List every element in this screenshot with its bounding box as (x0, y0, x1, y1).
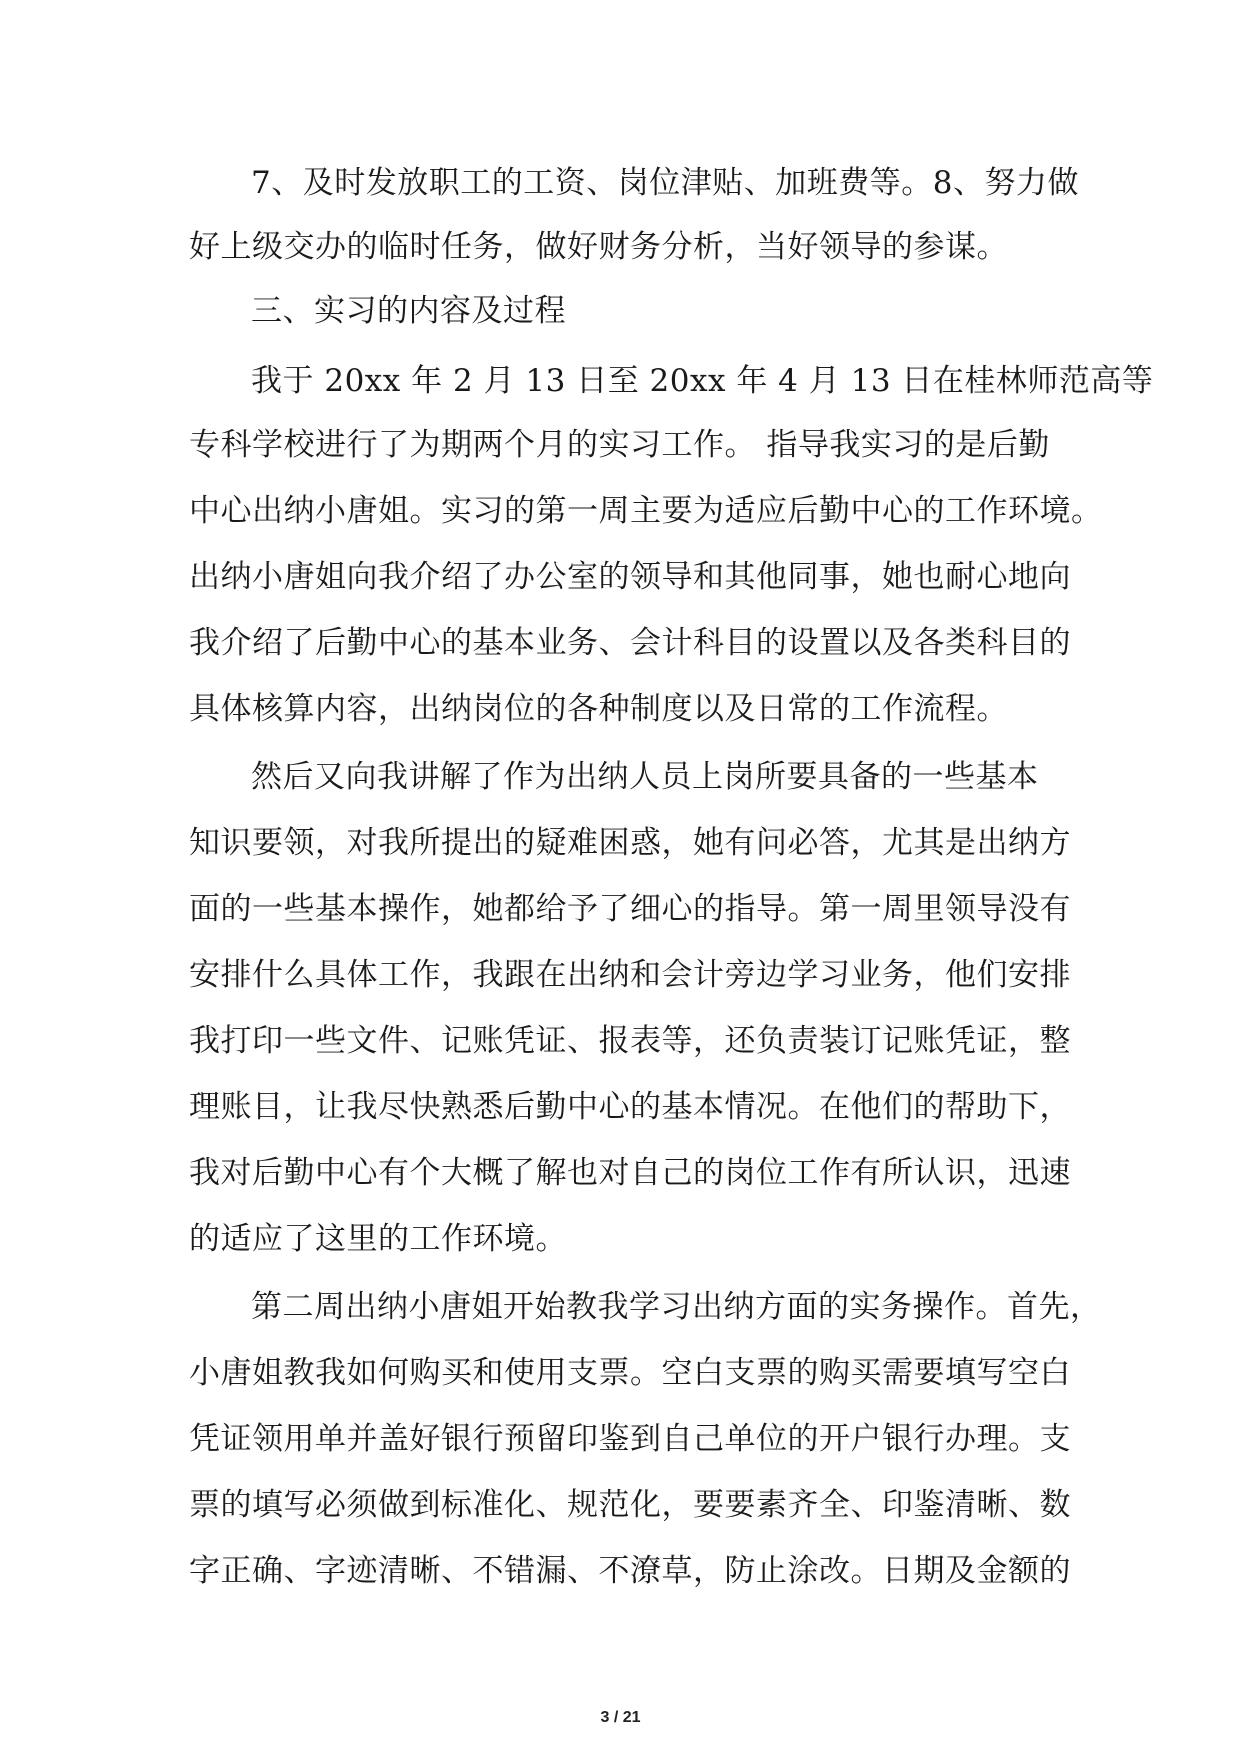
text-line: 知识要领，对我所提出的疑难困惑，她有问必答，尤其是出纳方 (189, 825, 1071, 861)
text-line: 凭证领用单并盖好银行预留印鉴到自己单位的开户银行办理。支 (189, 1421, 1071, 1457)
section-heading: 三、实习的内容及过程 (251, 293, 566, 329)
text-line: 我于 20xx 年 2 月 13 日至 20xx 年 4 月 13 日在桂林师范高等 (251, 363, 1154, 399)
text-line: 字正确、字迹清晰、不错漏、不潦草，防止涂改。日期及金额的 (189, 1553, 1071, 1589)
text-line: 面的一些基本操作，她都给予了细心的指导。第一周里领导没有 (189, 891, 1071, 927)
text-line: 的适应了这里的工作环境。 (189, 1221, 567, 1257)
text-line: 具体核算内容，出纳岗位的各种制度以及日常的工作流程。 (189, 691, 1008, 727)
text-line: 小唐姐教我如何购买和使用支票。空白支票的购买需要填写空白 (189, 1355, 1071, 1391)
text-line: 然后又向我讲解了作为出纳人员上岗所要具备的一些基本 (251, 759, 1039, 795)
text-line: 我打印一些文件、记账凭证、报表等，还负责装订记账凭证，整 (189, 1023, 1071, 1059)
text-line: 7、及时发放职工的工资、岗位津贴、加班费等。8、努力做 (251, 165, 1079, 201)
text-line: 理账目，让我尽快熟悉后勤中心的基本情况。在他们的帮助下， (189, 1089, 1071, 1125)
text-line: 票的填写必须做到标准化、规范化，要要素齐全、印鉴清晰、数 (189, 1487, 1071, 1523)
text-line: 中心出纳小唐姐。实习的第一周主要为适应后勤中心的工作环境。 (189, 493, 1103, 529)
text-line: 安排什么具体工作，我跟在出纳和会计旁边学习业务，他们安排 (189, 957, 1071, 993)
text-line: 第二周出纳小唐姐开始教我学习出纳方面的实务操作。首先， (251, 1289, 1102, 1325)
text-line: 好上级交办的临时任务，做好财务分析，当好领导的参谋。 (189, 229, 1008, 265)
text-line: 我介绍了后勤中心的基本业务、会计科目的设置以及各类科目的 (189, 625, 1071, 661)
page-number: 3 / 21 (600, 1709, 641, 1726)
text-line: 我对后勤中心有个大概了解也对自己的岗位工作有所认识，迅速 (189, 1155, 1071, 1191)
text-line: 专科学校进行了为期两个月的实习工作。 指导我实习的是后勤 (189, 427, 1050, 463)
text-line: 出纳小唐姐向我介绍了办公室的领导和其他同事，她也耐心地向 (189, 559, 1071, 595)
